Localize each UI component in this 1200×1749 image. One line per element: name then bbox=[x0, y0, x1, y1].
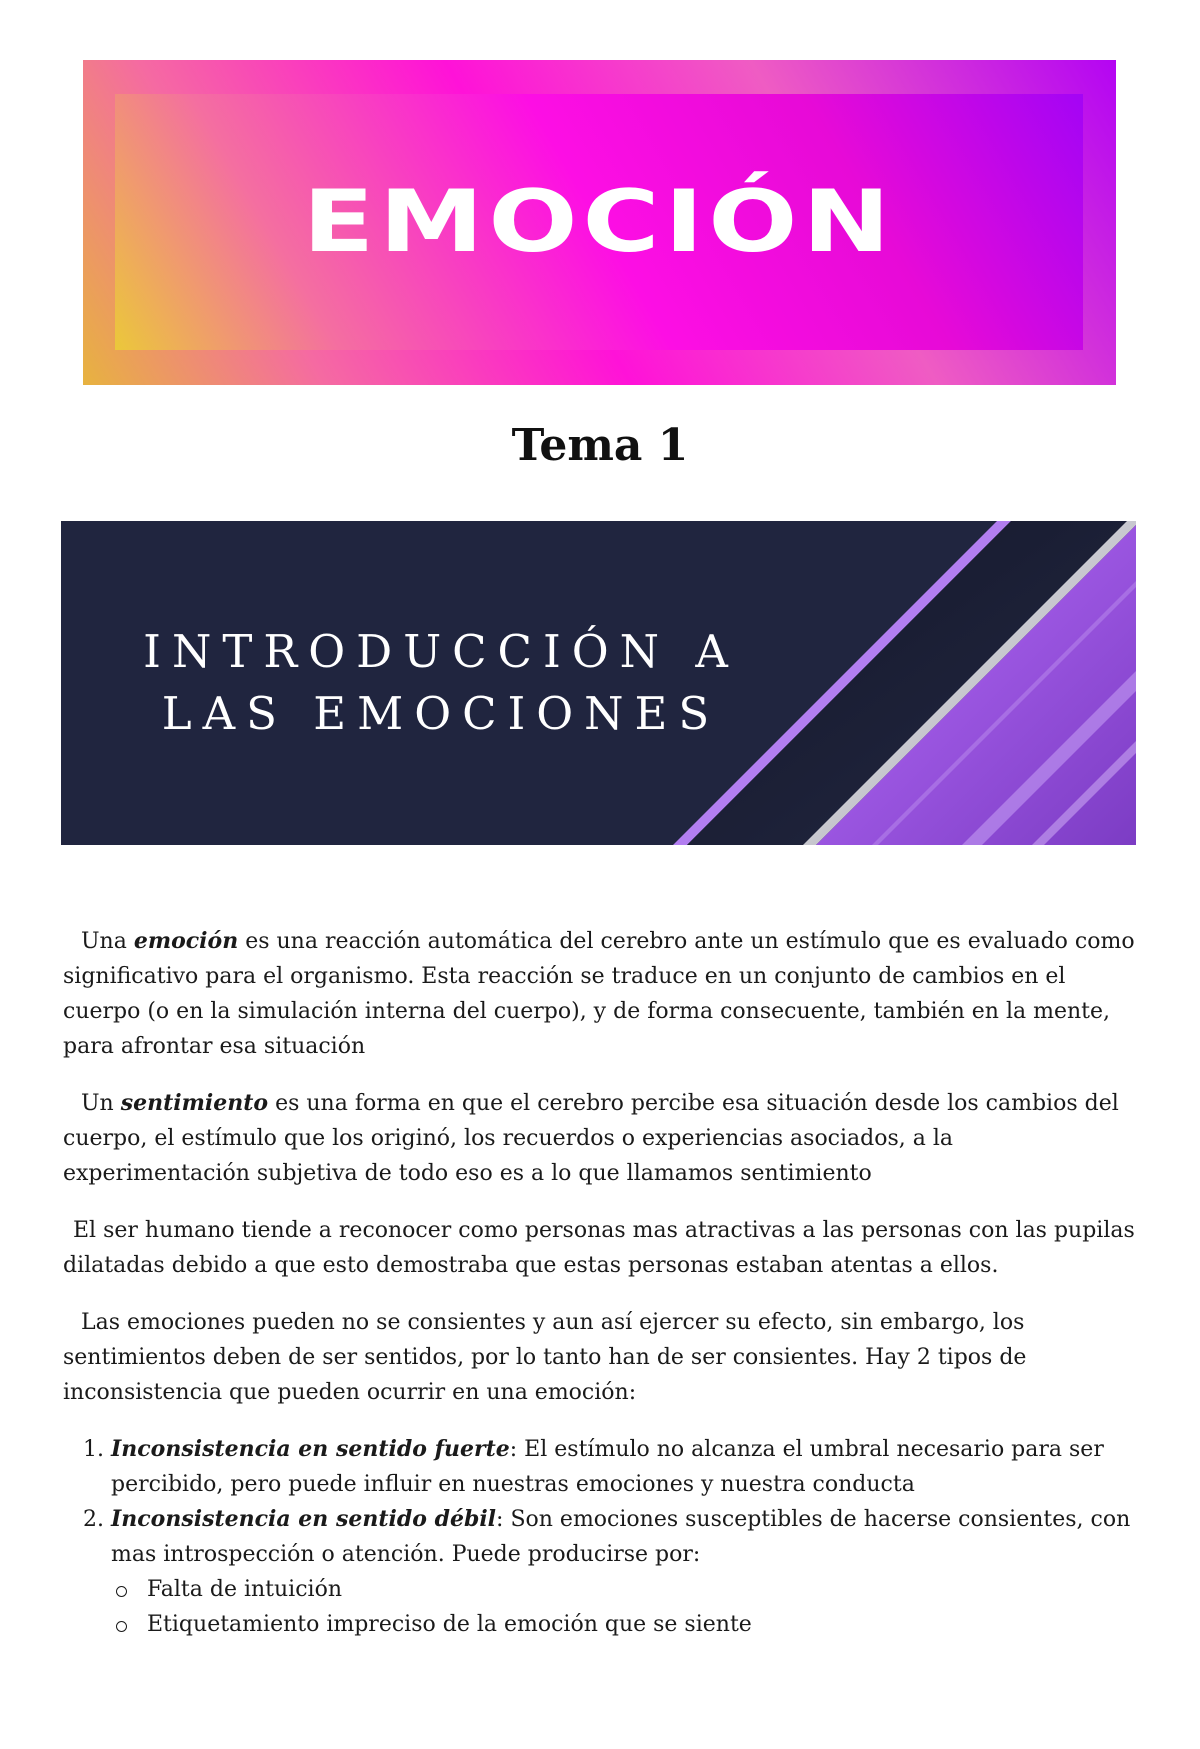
list-item bbox=[111, 1432, 1143, 1502]
title-banner-inner bbox=[115, 94, 1083, 350]
term-emocion: emoción bbox=[133, 928, 239, 954]
sub-list-item-text: Etiquetamiento impreciso de la emoción que se siente bbox=[147, 1612, 752, 1637]
intro-banner bbox=[61, 521, 1136, 845]
inconsistency-list bbox=[63, 1432, 1143, 1642]
paragraph-inconsistencia: Las emociones pueden no se consientes y aun así ejercer su efecto, sin embargo, los sentimientos deben de ser sentidos, por lo tanto han de ser consientes. Hay 2 tipos de inconsistencia que pueden ocurrir en una emoción: bbox=[63, 1310, 1027, 1405]
term-inconsistencia-debil: Inconsistencia en sentido débil bbox=[111, 1506, 497, 1532]
list-item-text: : Son emociones susceptibles de hacerse consientes, con mas introspección o atención. Puede producirse por: bbox=[111, 1507, 1131, 1567]
list-item bbox=[111, 1502, 1143, 1642]
sub-list-item bbox=[147, 1572, 1143, 1607]
circle-bullet-icon bbox=[116, 1621, 127, 1632]
intro-heading-line-2: LAS EMOCIONES bbox=[161, 687, 721, 740]
intro-heading bbox=[61, 621, 821, 745]
paragraph-text: es una forma en que el cerebro percibe esa situación desde los cambios del cuerpo, el estímulo que los originó, los recuerdos o experiencias asociados, a la experimentación subjetiva de todo eso es a lo que llamamos sentimiento bbox=[63, 1091, 1119, 1186]
paragraph-text: es una reacción automática del cerebro ante un estímulo que es evaluado como significativo para el organismo. Esta reacción se traduce en un conjunto de cambios en el cuerpo (o en la simulación interna del cuerpo), y de forma consecuente, también en la mente, para afrontar esa situación bbox=[63, 929, 1135, 1059]
paragraph-emocion bbox=[63, 924, 1143, 1064]
paragraph-text: Un bbox=[81, 1091, 121, 1116]
intro-heading-line-1: INTRODUCCIÓN A bbox=[143, 625, 739, 678]
title-banner bbox=[83, 60, 1116, 385]
list-item-text: : El estímulo no alcanza el umbral necesario para ser percibido, pero puede influir en nuestras emociones y nuestra conducta bbox=[111, 1437, 1104, 1497]
body-content bbox=[63, 924, 1143, 1642]
paragraph-sentimiento bbox=[63, 1086, 1143, 1191]
sub-list-item bbox=[147, 1607, 1143, 1642]
sub-list-item-text: Falta de intuición bbox=[147, 1577, 342, 1602]
paragraph-pupilas: El ser humano tiende a reconocer como personas mas atractivas a las personas con las pupilas dilatadas debido a que esto demostraba que estas personas estaban atentas a ellos. bbox=[63, 1218, 1135, 1278]
topic-heading: Tema 1 bbox=[511, 420, 689, 471]
term-inconsistencia-fuerte: Inconsistencia en sentido fuerte bbox=[111, 1436, 510, 1462]
paragraph-text: Una bbox=[81, 929, 134, 954]
banner-title: EMOCIÓN bbox=[302, 172, 896, 272]
circle-bullet-icon bbox=[116, 1586, 127, 1597]
term-sentimiento: sentimiento bbox=[120, 1090, 269, 1116]
sub-list bbox=[111, 1572, 1143, 1642]
